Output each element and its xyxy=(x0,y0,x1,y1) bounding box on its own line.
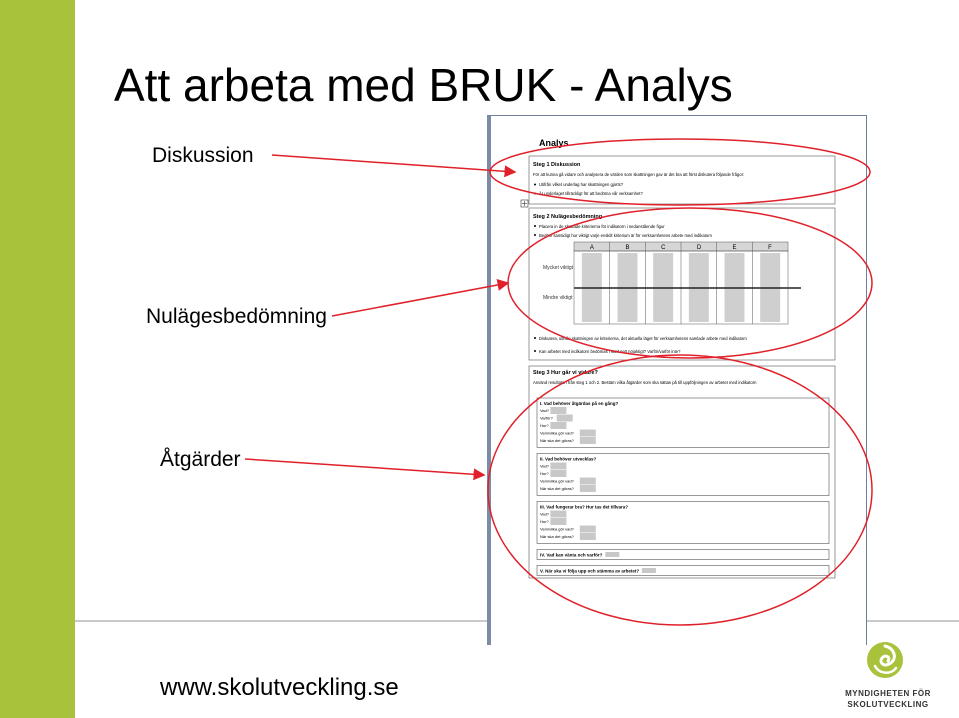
action-field-label: Vad? xyxy=(540,408,550,413)
ellipse-nulage xyxy=(508,208,872,358)
y-label-top: Mycket viktigt xyxy=(543,265,574,271)
step2-after-2: Kan arbetet med indikatorn bedömas i stort sett nöjaktigt? Varför/varför inte? xyxy=(539,349,681,354)
arrow-atgarder xyxy=(245,459,484,475)
action-field-label: Hur? xyxy=(540,471,549,476)
action-field-label: Varför? xyxy=(540,415,553,421)
action-field-label: Vem/vilka gör vad? xyxy=(540,478,574,484)
arrow-diskussion xyxy=(272,155,515,172)
step2-title: Steg 2 Nulägesbedömning xyxy=(533,214,603,220)
action-box-title: IV. Vad kan vänta och varför? xyxy=(540,552,603,558)
action-box-title: III. Vad fungerar bra? Hur tas det tillvara? xyxy=(540,504,629,510)
step1-title: Steg 1 Diskussion xyxy=(533,162,581,168)
action-box-title: V. När ska vi följa upp och stämma av arbetet? xyxy=(540,568,640,574)
step2-bullet-2: Bedöm samtidigt hur viktigt varje enskilt kriterium är för verksamhetens arbete med indikatorn xyxy=(539,233,712,238)
action-box-title: II. Vad behöver utvecklas? xyxy=(540,456,597,462)
step1-bullet-2: Är underlaget tillräckligt för att bedöma vår verksamhet? xyxy=(539,191,643,196)
action-field-label: Vad? xyxy=(540,463,550,469)
step3-title: Steg 3 Hur går vi vidare? xyxy=(533,370,598,376)
logo-line-1: MYNDIGHETEN FÖR xyxy=(845,689,931,698)
doc-heading: Analys xyxy=(539,138,569,148)
step1-bullet-1: Utifrån vilket underlag har skattningen gjorts? xyxy=(539,182,624,187)
column-label-c: C xyxy=(661,245,666,251)
ellipse-atgarder xyxy=(488,355,872,625)
column-label-b: B xyxy=(625,245,630,251)
column-label-e: E xyxy=(732,245,737,251)
y-label-bottom: Mindre viktigt xyxy=(543,295,573,301)
action-field-label: När ska det göras? xyxy=(540,438,574,443)
column-label-d: D xyxy=(696,245,702,251)
arrow-nulage xyxy=(332,283,508,316)
action-box-title: I. Vad behöver åtgärdas på en gång? xyxy=(540,401,619,406)
action-field-label: Vad? xyxy=(540,511,550,517)
column-label-a: A xyxy=(589,245,594,251)
action-field-label: Vem/vilka gör vad? xyxy=(540,526,574,532)
website-url: www.skolutveckling.se xyxy=(160,674,399,701)
action-field-label: Hur? xyxy=(540,423,549,428)
action-field-label: När ska det göras? xyxy=(540,534,574,539)
step3-intro: Använd resultaten från steg 1 och 2. Bestäm vilka åtgärder som ska sättas på till uppföljningen av arbetet med indikatorn xyxy=(533,380,757,385)
action-field-label: När ska det göras? xyxy=(540,486,574,491)
label-atgarder: Åtgärder xyxy=(160,448,241,471)
label-diskussion: Diskussion xyxy=(152,144,254,167)
slide-title: Att arbeta med BRUK - Analys xyxy=(114,59,733,111)
step2-bullet-1: Placera in de skattade kriterierna för indikatorn i nedanstående figur xyxy=(539,224,665,229)
step1-intro: För att kunna gå vidare och analysera de värden som skattningen gav är det bra att först diskutera följande frågor: xyxy=(533,172,745,177)
step2-after-1: Diskutera, utifrån skattningen av kriterierna, det aktuella läget för verksamhetens samlade arbete med indikatorn xyxy=(539,336,747,341)
ellipse-diskussion xyxy=(490,139,870,205)
swirl-logo-icon xyxy=(865,640,905,680)
logo-wordmark xyxy=(838,688,938,710)
label-nulagesbedomning: Nulägesbedömning xyxy=(146,305,327,328)
action-field-label: Vem/vilka gör vad? xyxy=(540,430,574,436)
action-field-label: Hur? xyxy=(540,519,549,524)
logo-line-2: SKOLUTVECKLING xyxy=(847,700,929,709)
column-label-f: F xyxy=(768,245,772,251)
